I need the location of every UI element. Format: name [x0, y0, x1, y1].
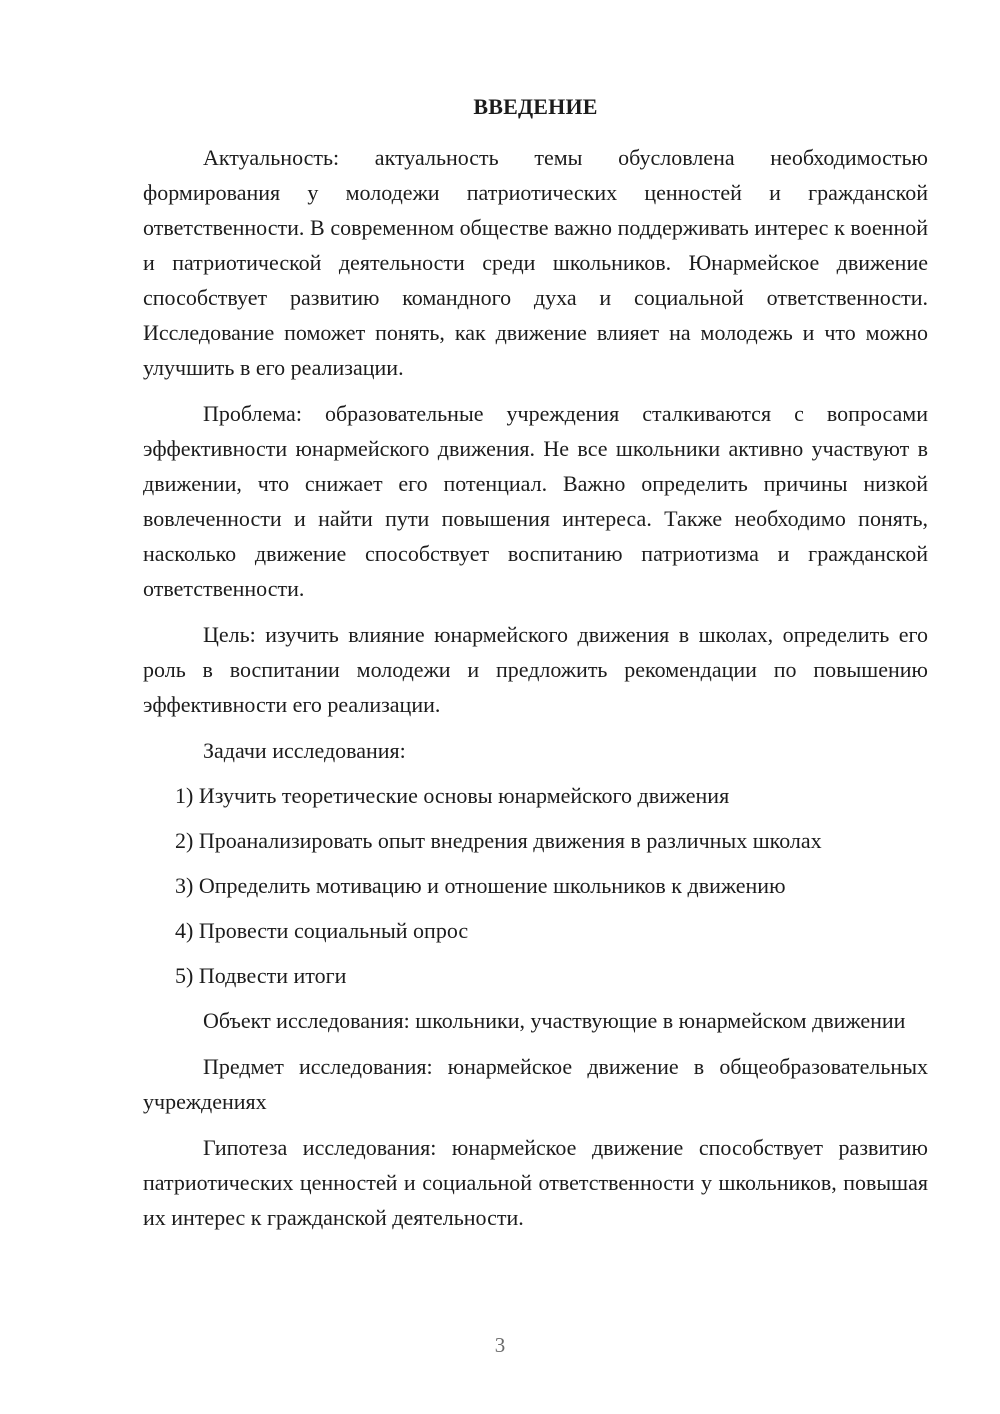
tasks-heading: Задачи исследования:	[203, 738, 406, 763]
task-item: 5) Подвести итоги	[175, 963, 347, 988]
document-page	[143, 92, 928, 1246]
tasks-list	[143, 778, 928, 993]
task-item: 2) Проанализировать опыт внедрения движения в различных школах	[175, 828, 822, 853]
task-item: 3) Определить мотивацию и отношение школьников к движению	[175, 873, 786, 898]
task-item: 1) Изучить теоретические основы юнармейского движения	[175, 783, 730, 808]
goal-paragraph: Цель: изучить влияние юнармейского движения в школах, определить его роль в воспитании молодежи и предложить рекомендации по повышению эффективности его реализации.	[143, 622, 928, 717]
page-number: 3	[494, 1333, 506, 1357]
page-title: ВВЕДЕНИЕ	[473, 94, 598, 119]
problem-paragraph: Проблема: образовательные учреждения сталкиваются с вопросами эффективности юнармейского движения. Не все школьники активно участвуют в движении, что снижает его потенциал. Важно определить причины низкой вовлеченности и найти пути повышения интереса. Также необходимо понять, насколько движение способствует воспитанию патриотизма и гражданской ответственности.	[143, 401, 928, 601]
task-item: 4) Провести социальный опрос	[175, 918, 469, 943]
object-paragraph: Объект исследования: школьники, участвующие в юнармейском движении	[203, 1008, 906, 1033]
relevance-paragraph: Актуальность: актуальность темы обусловлена необходимостью формирования у молодежи патриотических ценностей и гражданской ответственности. В современном обществе важно поддерживать интерес к военной и патриотической деятельности среди школьников. Юнармейское движение способствует развитию командного духа и социальной ответственности. Исследование поможет понять, как движение влияет на молодежь и что можно улучшить в его реализации.	[143, 145, 928, 380]
subject-paragraph: Предмет исследования: юнармейское движение в общеобразовательных учреждениях	[143, 1054, 928, 1114]
hypothesis-paragraph: Гипотеза исследования: юнармейское движение способствует развитию патриотических ценностей и социальной ответственности у школьников, повышая их интерес к гражданской деятельности.	[143, 1135, 928, 1230]
